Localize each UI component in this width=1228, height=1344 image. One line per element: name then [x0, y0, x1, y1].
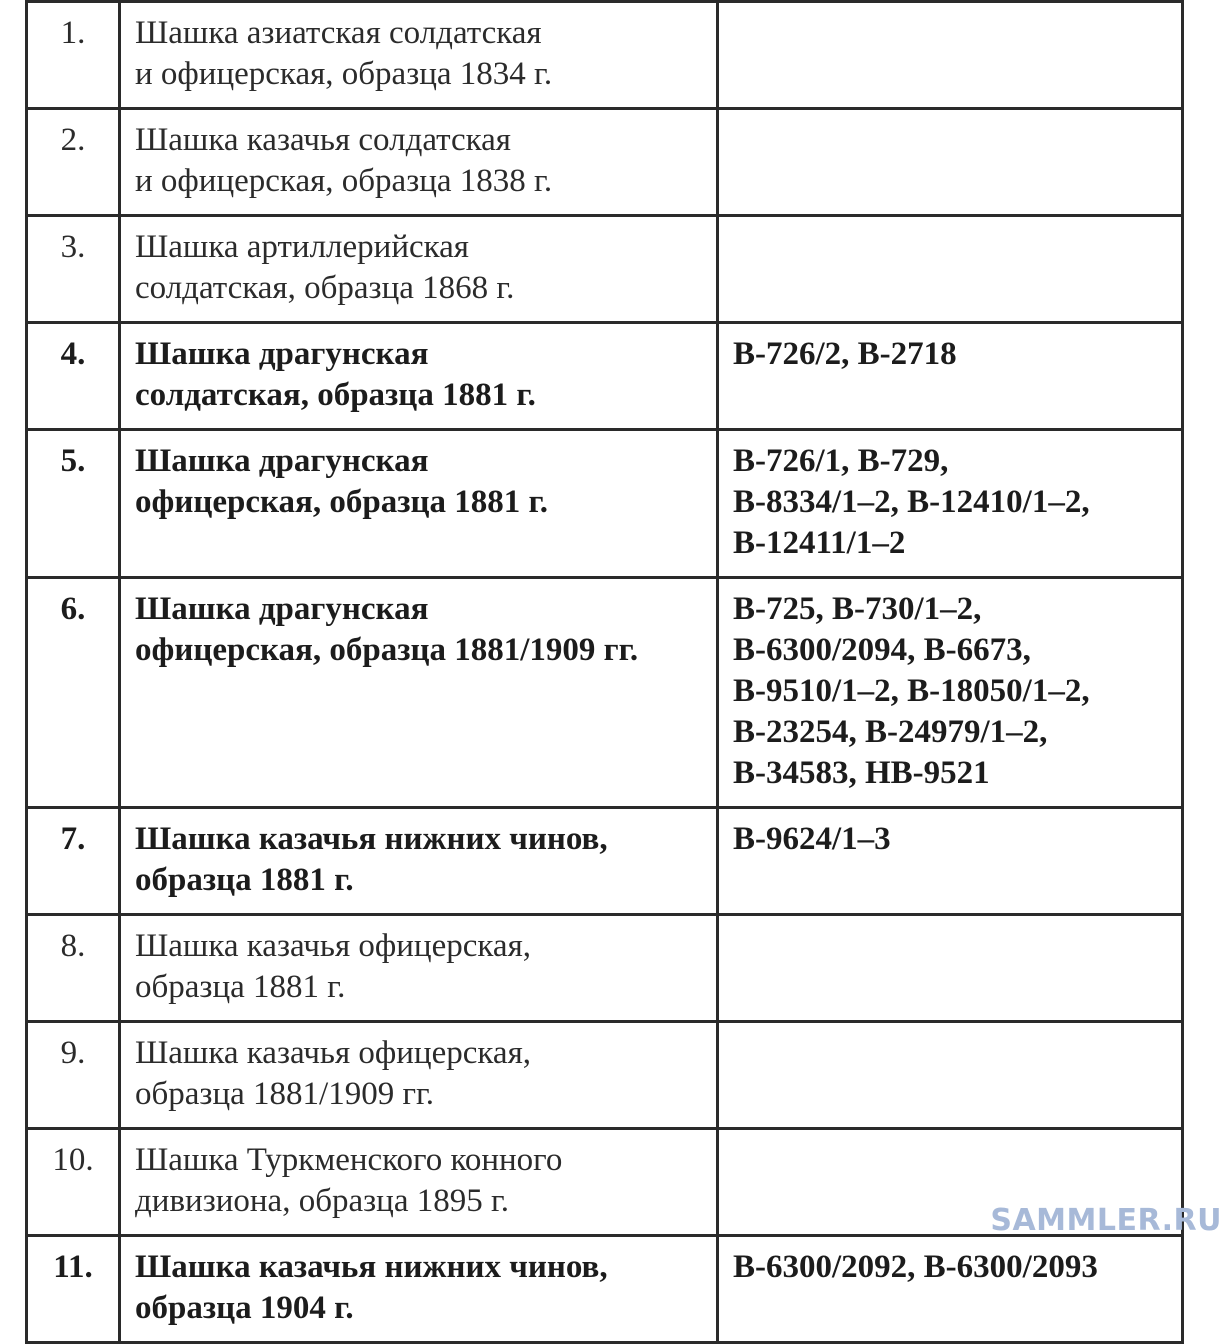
- sabre-name-line: Шашка Туркменского конного: [135, 1142, 563, 1178]
- sabre-name-line: Шашка драгунская: [135, 591, 429, 627]
- inventory-code-line: В-9510/1–2, В-18050/1–2,: [733, 673, 1090, 709]
- row-number: 3.: [27, 216, 120, 323]
- sabre-name-line: образца 1881/1909 гг.: [135, 1076, 435, 1112]
- inventory-codes-cell: [718, 808, 1183, 915]
- sabre-name-line: Шашка казачья офицерская,: [135, 1035, 531, 1071]
- inventory-code-line: В-12411/1–2: [733, 525, 906, 561]
- sabre-name-line: Шашка казачья нижних чинов,: [135, 821, 608, 857]
- row-number: 9.: [27, 1022, 120, 1129]
- watermark-logo: SAMMLER.RU: [990, 1203, 1222, 1238]
- row-number: 8.: [27, 915, 120, 1022]
- sabre-name-cell: [120, 216, 718, 323]
- inventory-codes-cell: [718, 915, 1183, 1022]
- sabre-name-line: Шашка драгунская: [135, 443, 429, 479]
- table-row: [27, 578, 1183, 808]
- sabre-name-line: Шашка казачья солдатская: [135, 122, 511, 158]
- sabre-name-cell: [120, 1129, 718, 1236]
- inventory-codes-cell: [718, 430, 1183, 578]
- inventory-code-line: В-6300/2094, В-6673,: [733, 632, 1031, 668]
- sabre-name-line: Шашка казачья нижних чинов,: [135, 1249, 608, 1285]
- inventory-codes-cell: [718, 109, 1183, 216]
- row-number: 6.: [27, 578, 120, 808]
- table-row: [27, 808, 1183, 915]
- inventory-codes-cell: [718, 578, 1183, 808]
- inventory-codes-cell: [718, 2, 1183, 109]
- sabre-name-line: офицерская, образца 1881 г.: [135, 484, 549, 520]
- sabre-name-cell: [120, 323, 718, 430]
- sabre-name-cell: [120, 2, 718, 109]
- sabre-name-line: Шашка драгунская: [135, 336, 429, 372]
- inventory-code-line: В-6300/2092, В-6300/2093: [733, 1249, 1098, 1285]
- table-row: [27, 109, 1183, 216]
- inventory-code-line: В-23254, В-24979/1–2,: [733, 714, 1048, 750]
- sabre-name-line: и офицерская, образца 1838 г.: [135, 163, 553, 199]
- sabre-name-line: образца 1904 г.: [135, 1290, 354, 1326]
- sabre-name-line: образца 1881 г.: [135, 862, 354, 898]
- row-number: 4.: [27, 323, 120, 430]
- table-row: [27, 1236, 1183, 1343]
- sabre-name-cell: [120, 1022, 718, 1129]
- inventory-code-line: В-725, В-730/1–2,: [733, 591, 982, 627]
- sabre-name-line: и офицерская, образца 1834 г.: [135, 56, 553, 92]
- table-row: [27, 430, 1183, 578]
- sabre-name-line: образца 1881 г.: [135, 969, 346, 1005]
- row-number: 1.: [27, 2, 120, 109]
- sabre-name-line: солдатская, образца 1881 г.: [135, 377, 536, 413]
- sabres-table: [25, 0, 1184, 1344]
- inventory-codes-cell: [718, 216, 1183, 323]
- table-row: [27, 2, 1183, 109]
- inventory-codes-cell: [718, 1022, 1183, 1129]
- inventory-code-line: В-9624/1–3: [733, 821, 891, 857]
- inventory-codes-cell: [718, 323, 1183, 430]
- row-number: 11.: [27, 1236, 120, 1343]
- sabre-name-cell: [120, 430, 718, 578]
- sabre-name-line: дивизиона, образца 1895 г.: [135, 1183, 510, 1219]
- inventory-code-line: В-34583, НВ-9521: [733, 755, 990, 791]
- inventory-codes-cell: [718, 1236, 1183, 1343]
- table-row: [27, 323, 1183, 430]
- sabre-name-line: солдатская, образца 1868 г.: [135, 270, 515, 306]
- sabre-name-cell: [120, 578, 718, 808]
- sabre-name-line: Шашка артиллерийская: [135, 229, 469, 265]
- row-number: 7.: [27, 808, 120, 915]
- table-row: [27, 915, 1183, 1022]
- row-number: 2.: [27, 109, 120, 216]
- inventory-code-line: В-8334/1–2, В-12410/1–2,: [733, 484, 1090, 520]
- row-number: 10.: [27, 1129, 120, 1236]
- row-number: 5.: [27, 430, 120, 578]
- sabre-name-line: офицерская, образца 1881/1909 гг.: [135, 632, 639, 668]
- table-body: [27, 2, 1183, 1343]
- sabre-name-line: Шашка азиатская солдатская: [135, 15, 542, 51]
- table-row: [27, 1022, 1183, 1129]
- sabre-name-cell: [120, 1236, 718, 1343]
- inventory-code-line: В-726/2, В-2718: [733, 336, 957, 372]
- sabre-name-cell: [120, 808, 718, 915]
- sabre-name-line: Шашка казачья офицерская,: [135, 928, 531, 964]
- sabre-name-cell: [120, 915, 718, 1022]
- inventory-code-line: В-726/1, В-729,: [733, 443, 949, 479]
- sabre-name-cell: [120, 109, 718, 216]
- table-row: [27, 216, 1183, 323]
